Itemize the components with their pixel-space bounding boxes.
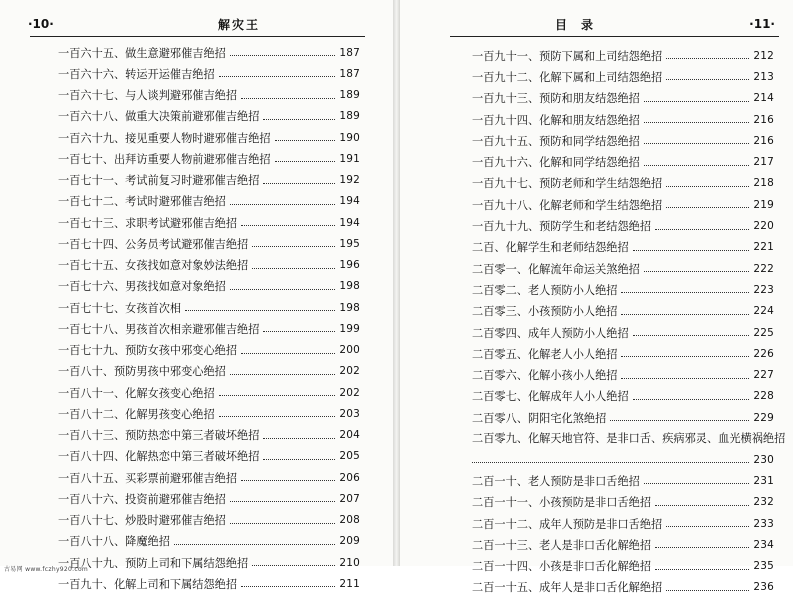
toc-entry-page: 195 xyxy=(339,237,360,250)
toc-leader-dots xyxy=(263,331,335,332)
toc-leader-dots xyxy=(472,462,749,463)
toc-entry-page: 218 xyxy=(753,177,774,190)
toc-leader-dots xyxy=(633,250,750,251)
toc-leader-dots xyxy=(230,523,336,524)
toc-entry xyxy=(58,276,360,297)
toc-entry xyxy=(472,407,774,428)
toc-leader-dots xyxy=(241,586,335,587)
toc-leader-dots xyxy=(644,101,750,102)
toc-entry-title: 二百零八、阴阳宅化煞绝招 xyxy=(472,411,607,425)
toc-entry-page: 208 xyxy=(339,514,360,527)
toc-entry-page: 212 xyxy=(753,49,774,62)
toc-entry xyxy=(58,127,360,148)
toc-entry-page: 235 xyxy=(753,560,774,573)
toc-entry xyxy=(472,215,774,236)
toc-entry-page: 189 xyxy=(339,110,360,123)
left-header-rule xyxy=(30,36,365,37)
toc-leader-dots xyxy=(644,483,750,484)
toc-entry-title: 一百八十一、化解女孩变心绝招 xyxy=(58,386,215,400)
toc-leader-dots xyxy=(185,310,335,311)
toc-leader-dots xyxy=(666,590,749,591)
toc-entry-title: 一百七十三、求职考试避邪催吉绝招 xyxy=(58,216,238,230)
toc-entry-page: 233 xyxy=(753,517,774,530)
toc-entry-title: 一百七十六、男孩找如意对象绝招 xyxy=(58,280,226,294)
right-page-header xyxy=(440,14,775,34)
watermark-footer: 古易网 www.fczhy920.com xyxy=(4,566,89,573)
toc-entry-title: 二百一十四、小孩是非口舌化解绝招 xyxy=(472,560,652,574)
toc-entry-page: 205 xyxy=(339,450,360,463)
toc-entry xyxy=(472,556,774,577)
toc-leader-dots xyxy=(241,98,335,99)
toc-entry xyxy=(472,492,774,513)
toc-entry xyxy=(58,531,360,552)
toc-entry-page: 187 xyxy=(339,67,360,80)
toc-entry-title: 一百七十二、考试时避邪催吉绝招 xyxy=(58,195,226,209)
toc-leader-dots xyxy=(666,186,749,187)
toc-entry xyxy=(58,382,360,403)
toc-entry-page: 225 xyxy=(753,326,774,339)
toc-leader-dots xyxy=(263,438,335,439)
toc-entry-title: 一百七十四、公务员考试避邪催吉绝招 xyxy=(58,237,249,251)
toc-entry xyxy=(472,470,774,491)
toc-leader-dots xyxy=(655,229,749,230)
toc-entry-title: 二百一十二、成年人预防是非口舌绝招 xyxy=(472,517,663,531)
toc-entry-title: 二百零三、小孩预防小人绝招 xyxy=(472,305,618,319)
toc-entry-page: 221 xyxy=(753,241,774,254)
toc-entry xyxy=(58,552,360,573)
toc-entry xyxy=(472,301,774,322)
toc-leader-dots xyxy=(252,246,335,247)
toc-entry xyxy=(472,109,774,130)
toc-leader-dots xyxy=(230,204,336,205)
toc-entry xyxy=(58,318,360,339)
toc-entry-page: 213 xyxy=(753,70,774,83)
right-header-rule xyxy=(450,36,779,37)
toc-entry-page: 224 xyxy=(753,305,774,318)
toc-leader-dots xyxy=(644,143,750,144)
toc-leader-dots xyxy=(219,395,336,396)
toc-leader-dots xyxy=(621,356,749,357)
toc-entry-page: 210 xyxy=(339,556,360,569)
toc-entry xyxy=(58,446,360,467)
toc-entry-title: 一百八十四、化解热恋中第三者破坏绝招 xyxy=(58,450,260,464)
toc-leader-dots xyxy=(252,565,335,566)
book-spine xyxy=(393,0,400,566)
left-toc-list xyxy=(58,42,360,595)
toc-leader-dots xyxy=(666,58,749,59)
toc-leader-dots xyxy=(263,183,335,184)
toc-entry-title: 一百九十五、预防和同学结怨绝招 xyxy=(472,134,640,148)
toc-entry-title: 二百一十五、成年人是非口舌化解绝招 xyxy=(472,581,663,595)
toc-entry xyxy=(58,467,360,488)
toc-entry xyxy=(58,148,360,169)
toc-leader-dots xyxy=(655,569,749,570)
toc-entry-title: 二百零四、成年人预防小人绝招 xyxy=(472,326,629,340)
toc-entry-title: 二百零五、化解老人小人绝招 xyxy=(472,347,618,361)
toc-leader-dots xyxy=(644,165,750,166)
toc-leader-dots xyxy=(263,119,335,120)
toc-leader-dots xyxy=(241,480,335,481)
toc-entry-title: 一百八十二、化解男孩变心绝招 xyxy=(58,407,215,421)
toc-entry-title: 一百七十、出拜访重要人物前避邪催吉绝招 xyxy=(58,152,271,166)
toc-leader-dots xyxy=(644,122,750,123)
toc-leader-dots xyxy=(644,271,750,272)
toc-entry-page: 214 xyxy=(753,92,774,105)
toc-entry xyxy=(58,42,360,63)
toc-leader-dots xyxy=(610,420,749,421)
right-running-title: 目录 xyxy=(555,17,608,32)
toc-entry-page: 223 xyxy=(753,283,774,296)
toc-entry-title: 一百六十七、与人谈判避邪催吉绝招 xyxy=(58,89,238,103)
toc-entry-title: 二百、化解学生和老师结怨绝招 xyxy=(472,241,629,255)
toc-entry-page: 189 xyxy=(339,89,360,102)
toc-entry-page: 228 xyxy=(753,390,774,403)
toc-entry-title: 一百九十二、化解下属和上司结怨绝招 xyxy=(472,70,663,84)
toc-entry-page: 216 xyxy=(753,134,774,147)
toc-entry xyxy=(472,194,774,215)
right-page xyxy=(400,0,793,595)
toc-leader-dots xyxy=(219,416,336,417)
toc-entry-title: 一百六十五、做生意避邪催吉绝招 xyxy=(58,46,226,60)
toc-entry-title: 一百九十六、化解和同学结怨绝招 xyxy=(472,156,640,170)
toc-leader-dots xyxy=(633,335,750,336)
toc-entry-page: 192 xyxy=(339,174,360,187)
toc-entry xyxy=(472,534,774,555)
toc-entry xyxy=(472,258,774,279)
toc-entry-page: 203 xyxy=(339,407,360,420)
toc-leader-dots xyxy=(252,268,335,269)
toc-entry-page: 196 xyxy=(339,259,360,272)
toc-leader-dots xyxy=(230,289,336,290)
toc-entry-title: 一百七十八、男孩首次相亲避邪催吉绝招 xyxy=(58,322,260,336)
toc-entry-page: 220 xyxy=(753,220,774,233)
toc-entry-title: 一百七十一、考试前复习时避邪催吉绝招 xyxy=(58,174,260,188)
toc-entry-title: 一百八十七、炒股时避邪催吉绝招 xyxy=(58,514,226,528)
toc-entry-page: 198 xyxy=(339,280,360,293)
toc-entry-page: 191 xyxy=(339,152,360,165)
toc-entry xyxy=(472,237,774,258)
toc-leader-dots xyxy=(241,225,335,226)
toc-entry-title: 二百一十三、老人是非口舌化解绝招 xyxy=(472,538,652,552)
toc-leader-dots xyxy=(241,353,335,354)
toc-entry-title: 一百九十四、化解和朋友结怨绝招 xyxy=(472,113,640,127)
toc-entry-page: 232 xyxy=(753,496,774,509)
toc-leader-dots xyxy=(230,55,336,56)
toc-entry xyxy=(472,577,774,598)
toc-entry-page: 222 xyxy=(753,262,774,275)
toc-leader-dots xyxy=(219,76,336,77)
toc-entry-page: 209 xyxy=(339,535,360,548)
toc-entry-page: 202 xyxy=(339,365,360,378)
toc-entry xyxy=(58,85,360,106)
toc-entry xyxy=(472,45,774,66)
toc-entry xyxy=(472,513,774,534)
toc-entry-page: 207 xyxy=(339,492,360,505)
toc-entry-title: 二百零七、化解成年人小人绝招 xyxy=(472,390,629,404)
left-page-header xyxy=(28,14,363,34)
toc-entry-page: 231 xyxy=(753,474,774,487)
toc-entry-page: 199 xyxy=(339,322,360,335)
toc-leader-dots xyxy=(666,526,749,527)
toc-entry-title: 一百八十九、预防上司和下属结怨绝招 xyxy=(58,556,249,570)
toc-entry-page: 202 xyxy=(339,386,360,399)
toc-entry-page: 229 xyxy=(753,411,774,424)
toc-leader-dots xyxy=(263,459,335,460)
toc-entry-page: 236 xyxy=(753,581,774,594)
toc-entry xyxy=(58,361,360,382)
toc-entry-page: 194 xyxy=(339,195,360,208)
toc-entry xyxy=(58,63,360,84)
toc-entry-title: 一百九十七、预防老师和学生结怨绝招 xyxy=(472,177,663,191)
left-running-title: 解灾王 xyxy=(218,17,261,32)
toc-entry-page: 198 xyxy=(339,301,360,314)
toc-entry xyxy=(472,279,774,300)
toc-entry-title: 一百八十三、预防热恋中第三者破坏绝招 xyxy=(58,429,260,443)
toc-entry-page: 206 xyxy=(339,471,360,484)
toc-entry xyxy=(58,510,360,531)
toc-entry-title: 一百八十六、投资前避邪催吉绝招 xyxy=(58,492,226,506)
toc-entry-title: 一百六十九、接见重要人物时避邪催吉绝招 xyxy=(58,131,271,145)
toc-entry xyxy=(58,233,360,254)
toc-leader-dots xyxy=(633,399,750,400)
toc-leader-dots xyxy=(230,374,336,375)
toc-leader-dots xyxy=(655,505,749,506)
toc-entry-title: 二百零六、化解小孩小人绝招 xyxy=(472,369,618,383)
toc-leader-dots xyxy=(621,292,749,293)
toc-entry-title: 二百零九、化解天地官符、是非口舌、疾病邪灵、血光横祸绝招 xyxy=(472,432,786,446)
left-page-number: ·10· xyxy=(28,17,54,31)
toc-leader-dots xyxy=(655,547,749,548)
toc-entry xyxy=(58,425,360,446)
toc-entry-page: 200 xyxy=(339,344,360,357)
toc-entry xyxy=(58,170,360,191)
toc-entry xyxy=(58,255,360,276)
toc-entry-page: 194 xyxy=(339,216,360,229)
toc-entry-title: 一百八十、预防男孩中邪变心绝招 xyxy=(58,365,226,379)
toc-entry xyxy=(58,488,360,509)
toc-entry xyxy=(58,106,360,127)
toc-leader-dots xyxy=(621,378,749,379)
right-page-number: ·11· xyxy=(749,17,775,31)
toc-entry-title: 二百零二、老人预防小人绝招 xyxy=(472,283,618,297)
toc-entry-title: 一百八十八、降魔绝招 xyxy=(58,535,170,549)
toc-entry xyxy=(472,173,774,194)
toc-leader-dots xyxy=(666,79,749,80)
right-toc-list xyxy=(472,45,786,598)
toc-entry xyxy=(58,340,360,361)
toc-entry xyxy=(472,364,774,385)
toc-entry xyxy=(472,130,774,151)
toc-entry xyxy=(472,88,774,109)
toc-entry-title: 一百七十九、预防女孩中邪变心绝招 xyxy=(58,344,238,358)
toc-entry xyxy=(58,573,360,594)
toc-entry-title: 一百六十八、做重大决策前避邪催吉绝招 xyxy=(58,110,260,124)
toc-entry xyxy=(472,428,786,470)
toc-entry-title: 二百零一、化解流年命运关煞绝招 xyxy=(472,262,640,276)
toc-entry xyxy=(58,191,360,212)
toc-entry-page: 190 xyxy=(339,131,360,144)
toc-entry-title: 一百九十九、预防学生和老结怨绝招 xyxy=(472,220,652,234)
toc-entry xyxy=(472,343,774,364)
toc-entry-page: 226 xyxy=(753,347,774,360)
toc-entry-title: 一百八十五、买彩票前避邪催吉绝招 xyxy=(58,471,238,485)
toc-leader-dots xyxy=(666,207,749,208)
toc-entry xyxy=(472,386,774,407)
toc-entry xyxy=(58,212,360,233)
toc-entry-page: 230 xyxy=(753,453,774,466)
toc-entry-title: 二百一十一、小孩预防是非口舌绝招 xyxy=(472,496,652,510)
toc-entry-title: 一百九十一、预防下属和上司结怨绝招 xyxy=(472,49,663,63)
toc-entry-page: 234 xyxy=(753,538,774,551)
toc-entry-page: 211 xyxy=(339,577,360,590)
toc-entry-title: 一百七十五、女孩找如意对象妙法绝招 xyxy=(58,259,249,273)
toc-entry-title: 一百六十六、转运开运催吉绝招 xyxy=(58,67,215,81)
toc-entry-leader-line xyxy=(472,449,774,470)
toc-leader-dots xyxy=(275,161,336,162)
toc-entry xyxy=(472,322,774,343)
toc-leader-dots xyxy=(621,314,749,315)
toc-entry-title: 二百一十、老人预防是非口舌绝招 xyxy=(472,474,640,488)
toc-entry-page: 216 xyxy=(753,113,774,126)
toc-entry xyxy=(58,403,360,424)
toc-entry-title: 一百九十三、预防和朋友结怨绝招 xyxy=(472,92,640,106)
toc-leader-dots xyxy=(230,501,336,502)
toc-entry xyxy=(58,297,360,318)
toc-entry-page: 204 xyxy=(339,429,360,442)
toc-leader-dots xyxy=(275,140,336,141)
toc-entry-title: 一百九十八、化解老师和学生结怨绝招 xyxy=(472,198,663,212)
toc-entry-page: 217 xyxy=(753,156,774,169)
toc-entry-page: 219 xyxy=(753,198,774,211)
toc-entry-title: 一百九十、化解上司和下属结怨绝招 xyxy=(58,577,238,591)
toc-leader-dots xyxy=(174,544,335,545)
toc-entry-title: 一百七十七、女孩首次相 xyxy=(58,301,182,315)
toc-entry xyxy=(472,151,774,172)
toc-entry-page: 227 xyxy=(753,369,774,382)
toc-entry xyxy=(472,66,774,87)
toc-entry-page: 187 xyxy=(339,46,360,59)
